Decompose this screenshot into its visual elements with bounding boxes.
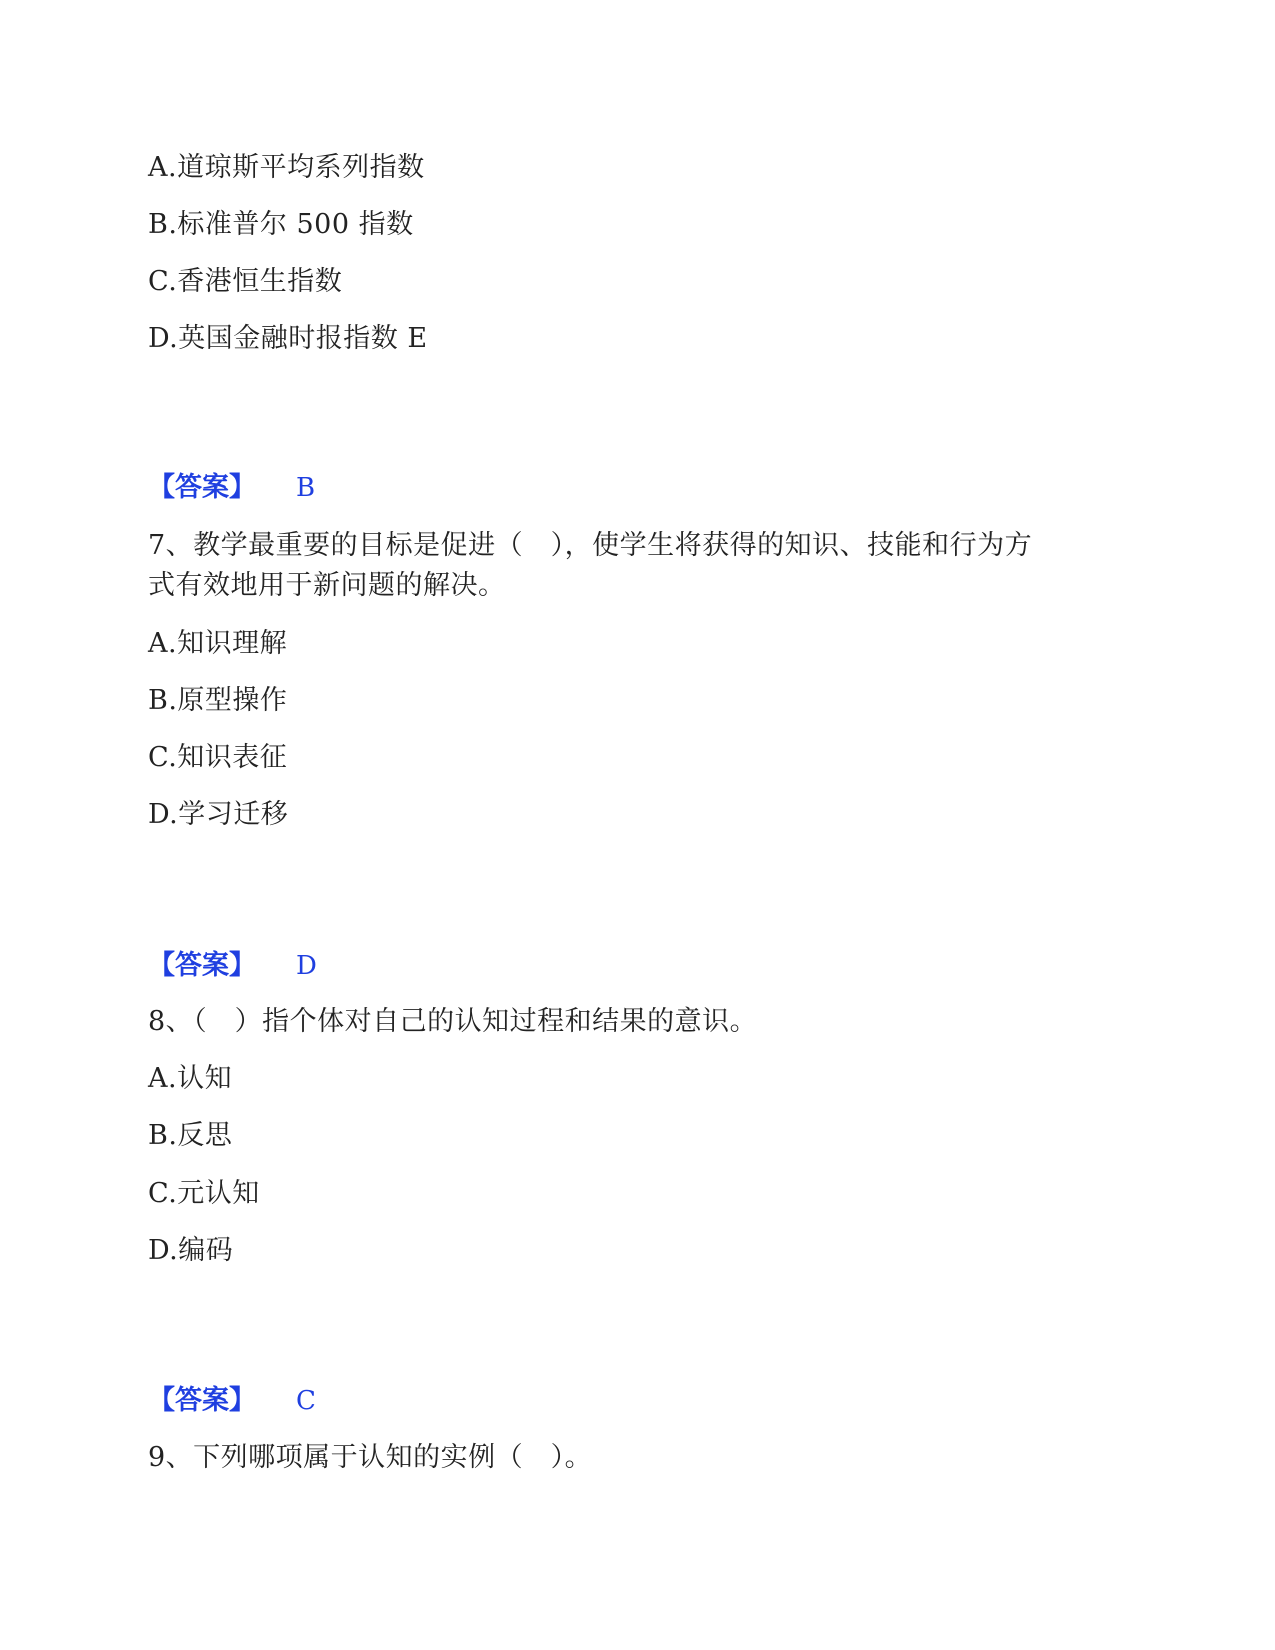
option-d: D.学习迁移 (148, 799, 289, 830)
option-c: C.知识表征 (148, 742, 288, 773)
option-a: A.认知 (148, 1063, 233, 1094)
answer-label: 【答案】 (148, 1385, 256, 1416)
option-d: D.编码 (148, 1235, 234, 1266)
answer-label: 【答案】 (148, 950, 256, 981)
option-d: D.英国金融时报指数 E (148, 323, 428, 354)
question-stem: 8、（ ）指个体对自己的认知过程和结果的意识。 (148, 1006, 758, 1037)
option-a: A.知识理解 (148, 628, 288, 659)
option-b: B.标准普尔 500 指数 (148, 209, 414, 240)
answer-value: C (296, 1386, 316, 1416)
answer-value: D (296, 951, 317, 981)
option-a: A.道琼斯平均系列指数 (148, 152, 425, 183)
question-stem-line-1: 7、教学最重要的目标是促进（ ），使学生将获得的知识、技能和行为方 (148, 530, 1033, 561)
question-stem: 9、下列哪项属于认知的实例（ ）。 (148, 1442, 593, 1473)
option-c: C.香港恒生指数 (148, 266, 343, 297)
question-stem-line-2: 式有效地用于新问题的解决。 (148, 570, 506, 601)
answer-value: B (296, 473, 316, 503)
option-b: B.原型操作 (148, 685, 288, 716)
option-c: C.元认知 (148, 1178, 260, 1209)
option-b: B.反思 (148, 1120, 233, 1151)
answer-label: 【答案】 (148, 472, 256, 503)
